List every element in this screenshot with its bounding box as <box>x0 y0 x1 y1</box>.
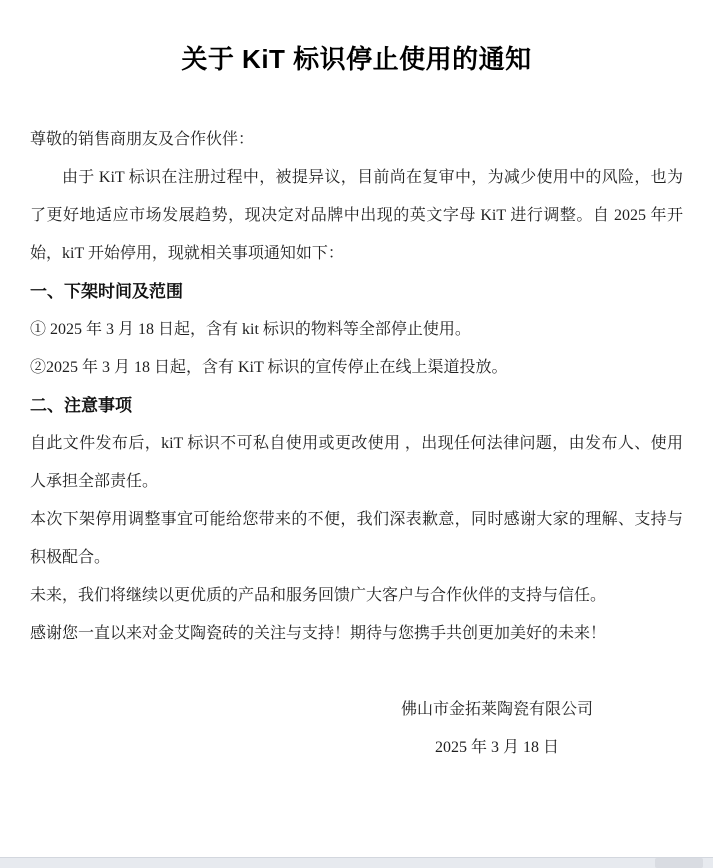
bottom-bar <box>0 857 713 868</box>
signature-date: 2025 年 3 月 18 日 <box>434 739 559 756</box>
notice-title: 关于 KiT 标识停止使用的通知 <box>181 44 532 74</box>
intro-paragraph: 由于 KiT 标识在注册过程中，被提异议，目前尚在复审中，为减少使用中的风险，也为了更好地适应市场发展趋势，现决定对品牌中出现的英文字母 KiT 进行调整。自 2025 年开始，kiT 开始停用，现就相关事项通知如下： <box>30 169 683 262</box>
notes-paragraph-thanks: 感谢您一直以来对金艾陶瓷砖的关注与支持！期待与您携手共创更加美好的未来！ <box>30 625 607 642</box>
signature-company: 佛山市金拓莱陶瓷有限公司 <box>400 701 593 718</box>
section2-heading: 二、注意事项 <box>30 396 132 415</box>
document-content <box>0 42 713 767</box>
notice-body <box>30 121 683 767</box>
section1-item-1: ① 2025 年 3 月 18 日起，含有 kit 标识的物料等全部停止使用。 <box>30 321 471 338</box>
greeting-line: 尊敬的销售商朋友及合作伙伴： <box>30 131 255 148</box>
signature-block <box>347 691 647 767</box>
section1-heading: 一、下架时间及范围 <box>30 282 183 301</box>
notes-paragraph-liability: 自此文件发布后，kiT 标识不可私自使用或更改使用 ，出现任何法律问题，由发布人、使用人承担全部责任。 <box>30 435 683 490</box>
section1-item-2: ②2025 年 3 月 18 日起，含有 KiT 标识的宣传停止在线上渠道投放。 <box>30 359 508 376</box>
bottom-bar-shade <box>655 858 703 868</box>
notes-paragraph-future: 未来，我们将继续以更优质的产品和服务回馈广大客户与合作伙伴的支持与信任。 <box>30 587 607 604</box>
notes-paragraph-apology: 本次下架停用调整事宜可能给您带来的不便，我们深表歉意，同时感谢大家的理解、支持与积极配合。 <box>30 511 683 566</box>
